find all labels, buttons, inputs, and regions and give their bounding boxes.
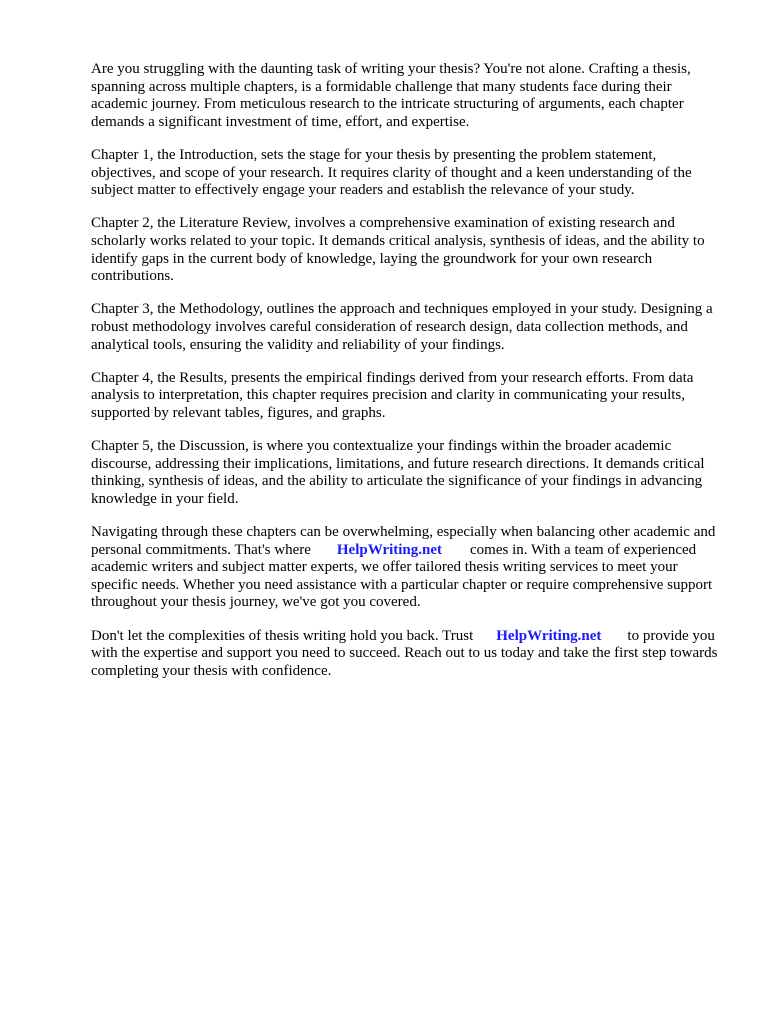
document-page	[91, 61, 721, 696]
helpwriting-link-1[interactable]: HelpWriting.net	[336, 541, 443, 558]
paragraph-navigating-text-before: Navigating through these chapters can be overwhelming, especially when balancing other academic and personal commitments. That's where	[91, 524, 716, 558]
paragraph-closing	[91, 628, 721, 681]
paragraph-intro: Are you struggling with the daunting task of writing your thesis? You're not alone. Crafting a thesis, spanning across multiple chapters, is a formidable challenge that many students face during their academic journey. From meticulous research to the intricate structuring of arguments, each chapter demands a significant investment of time, effort, and expertise.	[91, 61, 691, 130]
paragraph-chapter-3: Chapter 3, the Methodology, outlines the approach and techniques employed in your study. Designing a robust methodology involves careful consideration of research design, data collection methods, and analytical tools, ensuring the validity and reliability of your findings.	[91, 301, 713, 353]
paragraph-closing-text-after: to provide you with the expertise and support you need to succeed. Reach out to us today and take the first step towards completing your thesis with confidence.	[91, 627, 718, 679]
paragraph-chapter-2: Chapter 2, the Literature Review, involves a comprehensive examination of existing research and scholarly works related to your topic. It demands critical analysis, synthesis of ideas, and the ability to identify gaps in the current body of knowledge, laying the groundwork for your own research contributions.	[91, 215, 705, 285]
paragraph-navigating	[91, 524, 721, 612]
helpwriting-link-2[interactable]: HelpWriting.net	[496, 627, 602, 644]
paragraph-chapter-4: Chapter 4, the Results, presents the empirical findings derived from your research efforts. From data analysis to interpretation, this chapter requires precision and clarity in communicating your results, supported by relevant tables, figures, and graphs.	[91, 369, 694, 421]
paragraph-navigating-text-after: comes in. With a team of experienced academic writers and subject matter experts, we offer tailored thesis writing services to meet your specific needs. Whether you need assistance with a particular chapter or require comprehensive support throughout your thesis journey, we've got you covered.	[91, 541, 713, 611]
paragraph-chapter-5: Chapter 5, the Discussion, is where you contextualize your findings within the broader academic discourse, addressing their implications, limitations, and future research directions. It demands critical thinking, synthesis of ideas, and the ability to articulate the significance of your findings in advancing knowledge in your field.	[91, 438, 705, 507]
paragraph-closing-text-before: Don't let the complexities of thesis writing hold you back. Trust	[91, 627, 474, 644]
paragraph-chapter-1: Chapter 1, the Introduction, sets the stage for your thesis by presenting the problem statement, objectives, and scope of your research. It requires clarity of thought and a keen understanding of the subject matter to effectively engage your readers and establish the relevance of your study.	[91, 146, 692, 199]
